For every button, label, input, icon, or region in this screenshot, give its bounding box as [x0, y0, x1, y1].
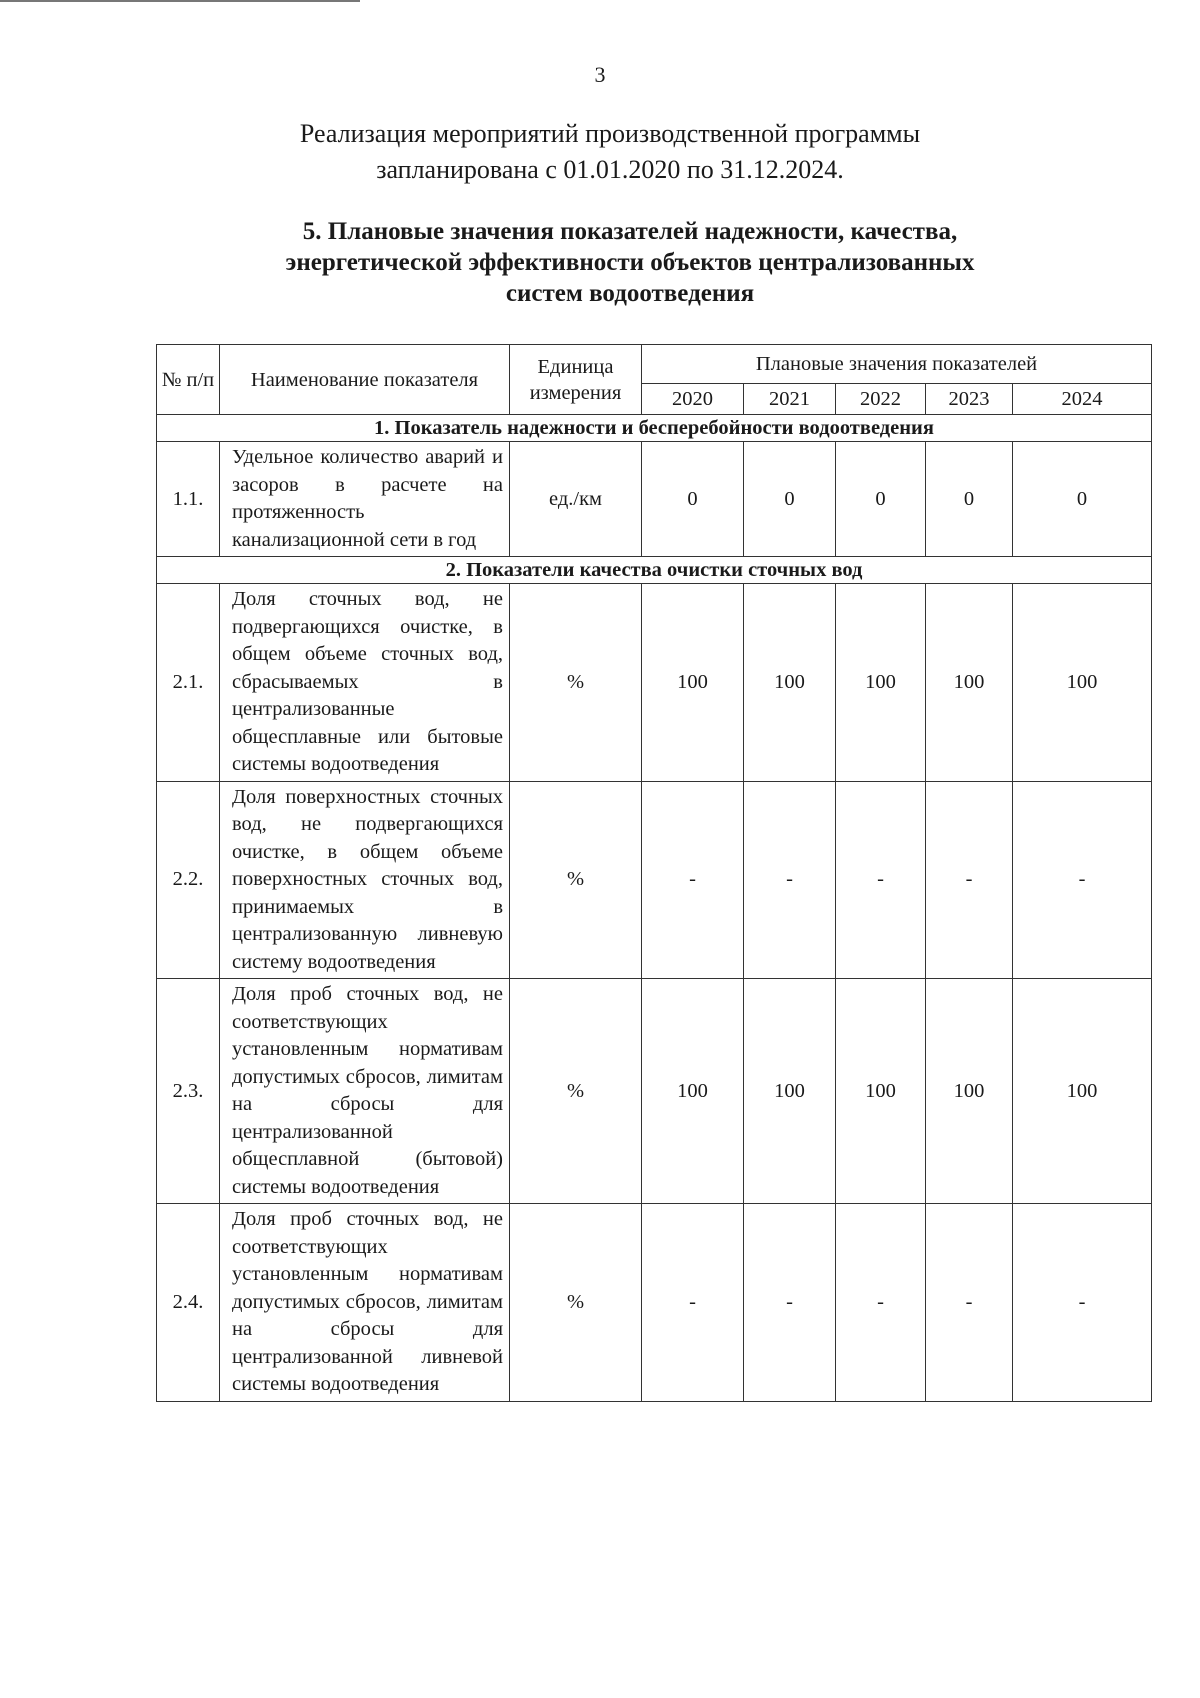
row-value-2020: 100 — [642, 979, 744, 1204]
row-unit: % — [510, 1204, 642, 1402]
section-title-line-2: энергетической эффективности объектов централизованных — [285, 249, 975, 276]
table-row — [157, 1204, 1152, 1402]
row-value-2024: 100 — [1013, 979, 1152, 1204]
row-value-2021: 0 — [744, 442, 836, 557]
header-year-2024: 2024 — [1013, 384, 1152, 415]
row-value-2020: - — [642, 1204, 744, 1402]
header-planned: Плановые значения показателей — [642, 345, 1152, 384]
row-value-2021: 100 — [744, 584, 836, 782]
row-num: 1.1. — [157, 442, 220, 557]
page-number: 3 — [594, 62, 606, 87]
table-row — [157, 584, 1152, 782]
header-row-1 — [157, 345, 1152, 384]
header-year-2022: 2022 — [836, 384, 926, 415]
row-name: Удельное количество аварий и засоров в расчете на протяженность канализационной сети в год — [220, 442, 510, 557]
header-year-2020: 2020 — [642, 384, 744, 415]
row-unit: % — [510, 781, 642, 979]
intro-text — [180, 116, 1040, 188]
section-title — [200, 216, 1060, 309]
row-name: Доля поверхностных сточных вод, не подвергающихся очистке, в общем объеме поверхностных сточных вод, принимаемых в централизованную ливневую систему водоотведения — [220, 781, 510, 979]
group-title: 2. Показатели качества очистки сточных вод — [157, 557, 1152, 584]
row-unit: % — [510, 584, 642, 782]
section-title-line-3: систем водоотведения — [505, 280, 755, 307]
row-value-2022: 0 — [836, 442, 926, 557]
row-value-2020: 0 — [642, 442, 744, 557]
row-value-2023: 100 — [926, 979, 1013, 1204]
row-value-2021: 100 — [744, 979, 836, 1204]
group-row — [157, 415, 1152, 442]
row-num: 2.1. — [157, 584, 220, 782]
row-value-2024: - — [1013, 781, 1152, 979]
section-title-line-1: 5. Плановые значения показателей надежности, качества, — [302, 218, 958, 245]
table-row — [157, 781, 1152, 979]
row-value-2023: - — [926, 781, 1013, 979]
table-row — [157, 979, 1152, 1204]
row-value-2022: - — [836, 781, 926, 979]
row-value-2023: 0 — [926, 442, 1013, 557]
row-num: 2.3. — [157, 979, 220, 1204]
header-num: № п/п — [157, 345, 220, 415]
row-value-2023: - — [926, 1204, 1013, 1402]
row-name: Доля проб сточных вод, не соответствующих установленным нормативам допустимых сбросов, лимитам на сбросы для централизованной ливневой системы водоотведения — [220, 1204, 510, 1402]
group-row — [157, 557, 1152, 584]
row-value-2024: - — [1013, 1204, 1152, 1402]
header-unit: Единица измерения — [510, 345, 642, 415]
intro-line-1: Реализация мероприятий производственной программы — [299, 119, 921, 148]
indicators-table — [156, 344, 1152, 1402]
group-title: 1. Показатель надежности и бесперебойности водоотведения — [157, 415, 1152, 442]
row-value-2022: 100 — [836, 979, 926, 1204]
header-name: Наименование показателя — [220, 345, 510, 415]
row-value-2024: 100 — [1013, 584, 1152, 782]
row-value-2021: - — [744, 1204, 836, 1402]
header-year-2021: 2021 — [744, 384, 836, 415]
row-value-2023: 100 — [926, 584, 1013, 782]
row-unit: ед./км — [510, 442, 642, 557]
row-value-2024: 0 — [1013, 442, 1152, 557]
row-name: Доля проб сточных вод, не соответствующих установленным нормативам допустимых сбросов, лимитам на сбросы для централизованной общесплавной (бытовой) системы водоотведения — [220, 979, 510, 1204]
scan-edge-line — [0, 0, 360, 2]
row-value-2022: - — [836, 1204, 926, 1402]
row-value-2021: - — [744, 781, 836, 979]
row-unit: % — [510, 979, 642, 1204]
row-num: 2.2. — [157, 781, 220, 979]
row-value-2020: - — [642, 781, 744, 979]
row-num: 2.4. — [157, 1204, 220, 1402]
header-year-2023: 2023 — [926, 384, 1013, 415]
intro-line-2: запланирована с 01.01.2020 по 31.12.2024. — [376, 155, 844, 184]
row-value-2020: 100 — [642, 584, 744, 782]
row-value-2022: 100 — [836, 584, 926, 782]
table-row — [157, 442, 1152, 557]
row-name: Доля сточных вод, не подвергающихся очистке, в общем объеме сточных вод, сбрасываемых в централизованные общесплавные или бытовые системы водоотведения — [220, 584, 510, 782]
